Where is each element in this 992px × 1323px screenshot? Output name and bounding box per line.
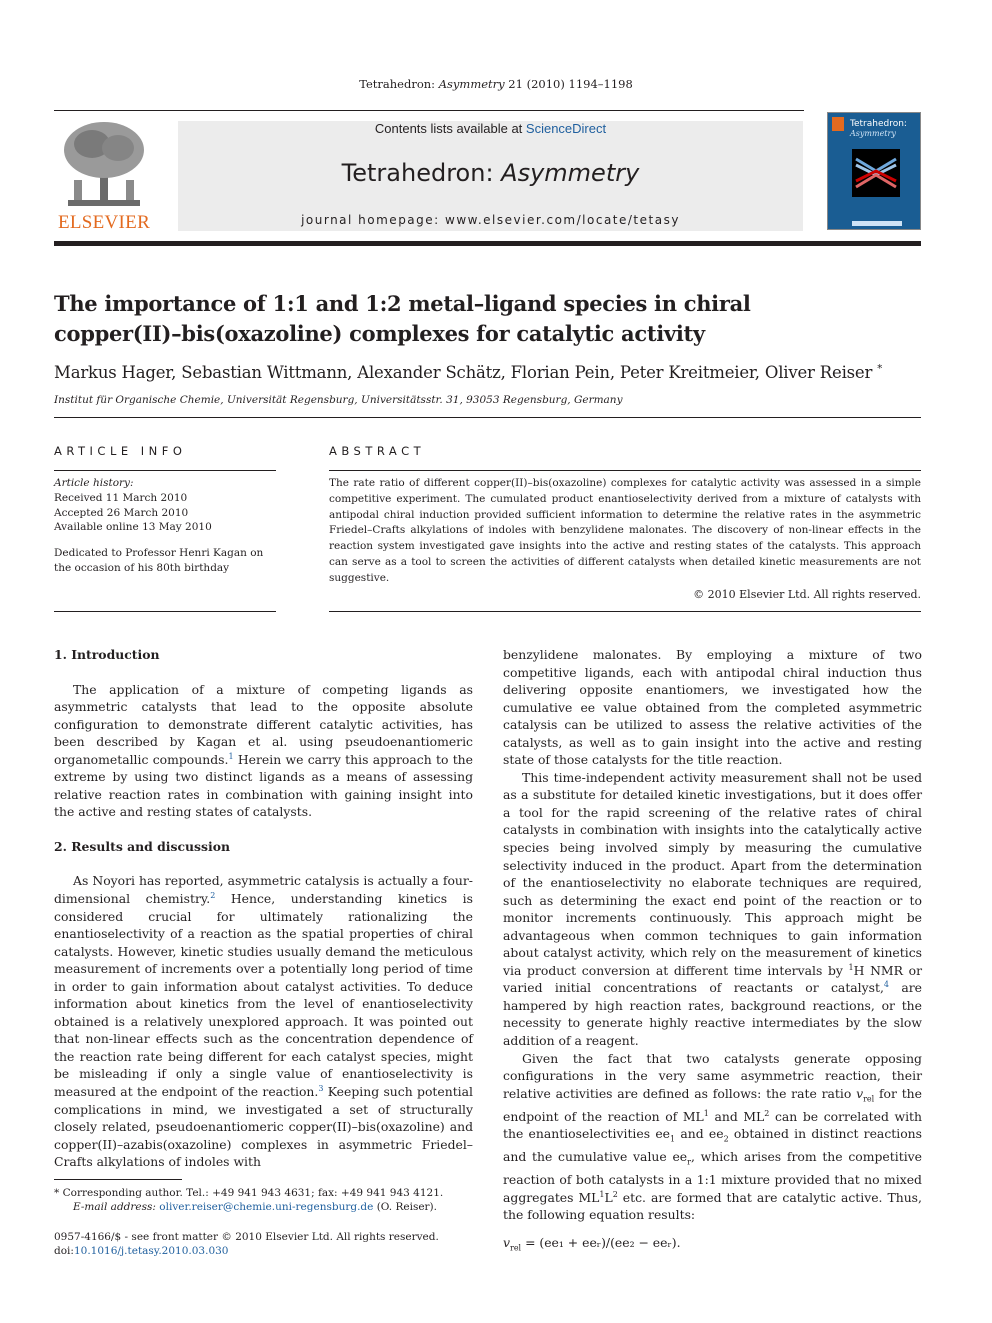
elsevier-logo-text: ELSEVIER [57, 212, 151, 233]
article-info-heading: ARTICLE INFO [54, 444, 187, 458]
reference-link-2[interactable]: 2 [210, 890, 216, 900]
corresponding-contact: * Corresponding author. Tel.: +49 941 943 4631; fax: +49 941 943 4121. [54, 1187, 444, 1199]
history-label: Article history: [54, 477, 134, 489]
contents-line: Contents lists available at ScienceDirect [374, 121, 607, 136]
rate-ratio-equation: $v_{rel} = (ee_1$ + eeᵣ)/(ee₂ − eeᵣ). [503, 1234, 681, 1253]
body-column-left [54, 646, 473, 1171]
received-date: Received 11 March 2010 [54, 491, 188, 504]
article-info-bottom-rule [54, 611, 276, 612]
abstract-text: The rate ratio of different copper(II)–bis(oxazoline) complexes for catalytic activity was assessed in a simple competitive experiment. The cumulated product enantioselectivity derived from a mixture of catalysts with antipodal chiral induction provided sufficient information to determine the relative rates in the asymmetric Friedel–Crafts alkylations of indoles with benzylidene malonates. The discovery of non-linear effects in the reaction system investigated gave insights into the active and resting states of the catalysts. This approach can serve as a tool to screen the activities of different catalysts when detailed kinetic measurements are not suggestive. [329, 477, 921, 584]
cover-badge-icon [832, 117, 844, 131]
results-paragraph: As Noyori has reported, asymmetric catalysis is actually a four-dimensional chemistry.$^2$ Hence, understanding kinetics is considered crucial for ultimately rationalizing the enantioselectivity of a reaction as the spatial properties of chiral catalysts. However, kinetic studies usually demand the meticulous measurement of increments over a potentially long period of time in order to gain information about catalyst activities. To deduce information about kinetics from the level of enantioselectivity obtained is a relatively unexplored approach. It was pointed out that non-linear effects such as the concentration dependence of the reaction rate being different for each catalyst species, might be misleading if only a single value of enantioselectivity is measured at the endpoint of the reaction.$^3$ Keeping such potential complications in mind, we investigated a set of structurally closely related, pseudoenantiomeric copper(II)–bis(oxazoline) and copper(II)–azabis(oxazoline) complexes in asymmetric Friedel–Crafts alkylations of indoles with [54, 873, 473, 1170]
corresponding-author-mark[interactable]: * [877, 363, 883, 375]
article-title: The importance of 1:1 and 1:2 metal–ligand species in chiral copper(II)–bis(oxazoline) complexes for catalytic activity [54, 291, 751, 346]
abstract-bottom-rule [329, 611, 921, 612]
doi-link[interactable]: 10.1016/j.tetasy.2010.03.030 [73, 1245, 229, 1257]
intro-paragraph: The application of a mixture of competing ligands as asymmetric catalysts that lead to the opposite absolute configuration to demonstrate different catalytic activities, has been described by Kagan et al. using pseudoenantiomeric organometallic compounds.$^1$ Herein we carry this approach to the extreme by using two distinct ligands as a means of assessing relative reaction rates in combination with gaining insight into the active and resting states of catalysts. [54, 681, 473, 820]
right-paragraph-2: This time-independent activity measurement shall not be used as a substitute for detailed kinetic investigations, but it does offer a tool for the rapid screening of the relative rates of chiral catalysts in combination with insights into the catalytically active species being involved simply by measuring the cumulative selectivity induced in the product. Apart from the determination of the enantioselectivity no elaborate techniques are required, such as determining the exact end point of the reaction or to monitor increments continuously. This approach might be advantageous when common techniques to gain information about catalyst activity, which rely on the measurement of kinetics via product conversion at different time intervals by $^1$H NMR or varied initial concentrations of reactants or catalyst,$^4$ are hampered by high reaction rates, background reactions, or the necessity to generate highly reactive intermediates by the slow addition of a reagent. [503, 769, 922, 1049]
issn-doi-block: 0957-4166/$ - see front matter © 2010 Elsevier Ltd. All rights reserved. doi:10.1016/j.tetasy.2010.03.030 [54, 1230, 494, 1258]
corresponding-footnote: * Corresponding author. Tel.: +49 941 943 4631; fax: +49 941 943 4121. E-mail address: oliver.reiser@chemie.uni-regensburg.de (O. Reiser). [54, 1186, 494, 1214]
journal-cover-thumbnail [827, 112, 921, 230]
top-rule [54, 110, 804, 111]
accepted-date: Accepted 26 March 2010 [54, 506, 189, 519]
online-date: Available online 13 May 2010 [54, 521, 212, 534]
sciencedirect-link[interactable]: ScienceDirect [525, 121, 607, 136]
author-list: Markus Hager, Sebastian Wittmann, Alexander Schätz, Florian Pein, Peter Kreitmeier, Oliver Reiser * [54, 363, 883, 382]
email-link[interactable]: oliver.reiser@chemie.uni-regensburg.de [159, 1201, 374, 1213]
reference-link-3[interactable]: 3 [318, 1083, 324, 1093]
reference-link-4[interactable]: 4 [883, 980, 890, 990]
abstract-copyright: © 2010 Elsevier Ltd. All rights reserved. [693, 588, 921, 601]
section-heading-results: 2. Results and discussion [54, 838, 230, 854]
article-info-rule [54, 470, 276, 471]
abstract-rule [329, 470, 921, 471]
journal-masthead [178, 121, 803, 231]
cover-footer [852, 221, 902, 226]
reference-link-1[interactable]: 1 [228, 751, 234, 761]
journal-citation: Tetrahedron: Asymmetry 21 (2010) 1194–1198 [359, 77, 633, 91]
issn-line: 0957-4166/$ - see front matter © 2010 Elsevier Ltd. All rights reserved. [54, 1231, 439, 1243]
affiliation-rule [54, 417, 921, 418]
right-paragraph-3: Given the fact that two catalysts generate opposing configurations in the very same asymmetric reaction, their relative activities are defined as follows: the rate ratio $v_{rel}$ for the endpoint of the reaction of $ML^1$ and $ML^2$ can be correlated with the enantioselectivities $ee_1$ and $ee_2$ obtained in distinct reactions and the cumulative value $ee_r$, which arises from the competitive reaction of both catalysts in a 1:1 mixture provided that no mixed aggregates $ML^1L^2$ etc. are formed that are catalytic active. Thus, the following equation results: [503, 1050, 923, 1223]
right-paragraph-1: benzylidene malonates. By employing a mixture of two competitive ligands, each with antipodal chiral induction thus delivering opposite enantiomers, we investigated how the cumulative ee value obtained from the completed asymmetric catalysis can be utilized to assess the relative activities of the catalysts, as well as to gain insight into the active and resting state of those catalysts for the title reaction. [503, 647, 922, 768]
affiliation: Institut für Organische Chemie, Universität Regensburg, Universitätsstr. 31, 93053 Regensburg, Germany [54, 394, 623, 406]
cover-title: Tetrahedron: [850, 119, 907, 129]
journal-homepage[interactable]: journal homepage: www.elsevier.com/locate/tetasy [301, 213, 680, 227]
abstract-heading: ABSTRACT [329, 444, 426, 458]
cover-subtitle: Asymmetry [850, 129, 896, 138]
cover-artwork-icon [852, 149, 900, 197]
section-heading-introduction: 1. Introduction [54, 647, 160, 662]
header-thick-rule [54, 241, 921, 246]
journal-title: Tetrahedron: Asymmetry [341, 159, 640, 187]
body-column-right [503, 646, 922, 1257]
article-history [54, 476, 276, 535]
footnote-rule [54, 1179, 182, 1180]
dedication: Dedicated to Professor Henri Kagan on the occasion of his 80th birthday [54, 547, 264, 574]
